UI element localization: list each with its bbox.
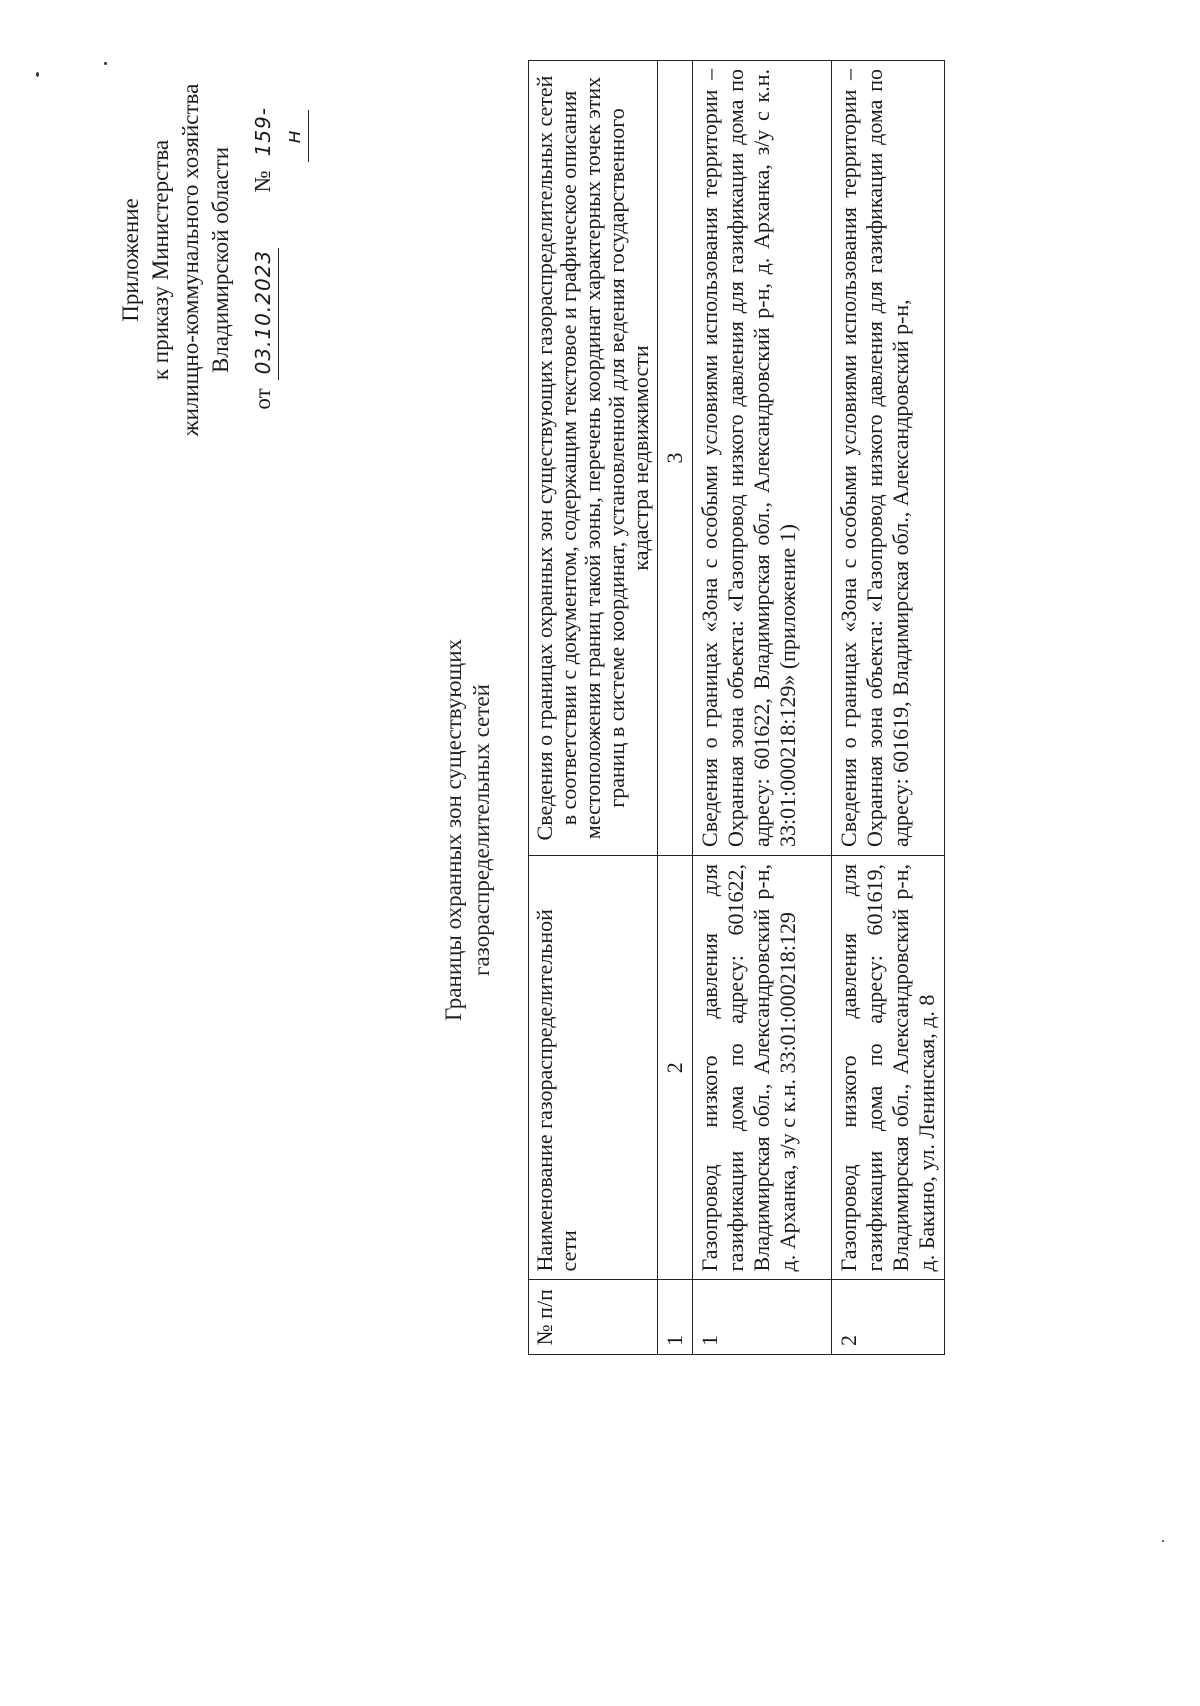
column-number: 1: [658, 1280, 693, 1355]
column-number: 3: [658, 61, 693, 856]
number-label: №: [250, 170, 275, 193]
approval-line-1: Приложение: [118, 198, 143, 322]
approval-date-number: [248, 80, 309, 440]
scan-speck: [36, 72, 39, 77]
column-number: 2: [658, 855, 693, 1279]
row-number: 1: [693, 1280, 832, 1355]
title-line-1: Границы охранных зон существующих: [441, 638, 466, 1022]
approval-line-4: Владимирской области: [208, 146, 233, 374]
row-number: 2: [832, 1280, 945, 1355]
document-page: [60, 60, 1170, 1580]
header-num: № п/п: [529, 1280, 658, 1355]
table-header-row: [529, 61, 658, 1355]
handwritten-date: 03.10.2023: [248, 248, 279, 380]
from-label: от: [250, 388, 275, 410]
approval-line-2: к приказу Министерства: [148, 139, 173, 381]
document-title: [440, 600, 496, 1060]
protection-zones-table: [528, 60, 945, 1355]
network-name: Газопровод низкого давления для газификации дома по адресу: 601622, Владимирская обл., Александровский р-н, д. Арханка, з/у с к.н. 33:01:000218:129: [693, 855, 832, 1279]
zone-info: Сведения о границах «Зона с особыми условиями использования территории – Охранная зона объекта: «Газопровод низкого давления для газификации дома по адресу: 601619, Владимирская обл., Александровский р-н,: [832, 61, 945, 856]
network-name: Газопровод низкого давления для газификации дома по адресу: 601619, Владимирская обл., Александровский р-н, д. Бакино, ул. Ленинская, д. 8: [832, 855, 945, 1279]
approval-stamp-block: [116, 80, 309, 440]
header-info: Сведения о границах охранных зон существующих газораспределительных сетей в соответствии с документом, содержащим текстовое и графическое описания местоположения границ такой зоны, перечень координат характерных точек этих границ в системе координат, установленной для ведения государственного кадастра недвижимости: [529, 61, 658, 856]
header-name: Наименование газораспределительной сети: [529, 855, 658, 1279]
approval-line-3: жилищно-коммунального хозяйства: [178, 83, 203, 437]
table-row: [832, 61, 945, 1355]
title-line-2: газораспределительных сетей: [469, 684, 494, 976]
zone-info: Сведения о границах «Зона с особыми условиями использования территории – Охранная зона объекта: «Газопровод низкого давления для газификации дома по адресу: 601622, Владимирская обл., Александровский р-н, д. Арханка, з/у с к.н. 33:01:000218:129» (приложение 1): [693, 61, 832, 856]
handwritten-number: 159-н: [248, 110, 309, 162]
table-row: [693, 61, 832, 1355]
column-number-row: [658, 61, 693, 1355]
